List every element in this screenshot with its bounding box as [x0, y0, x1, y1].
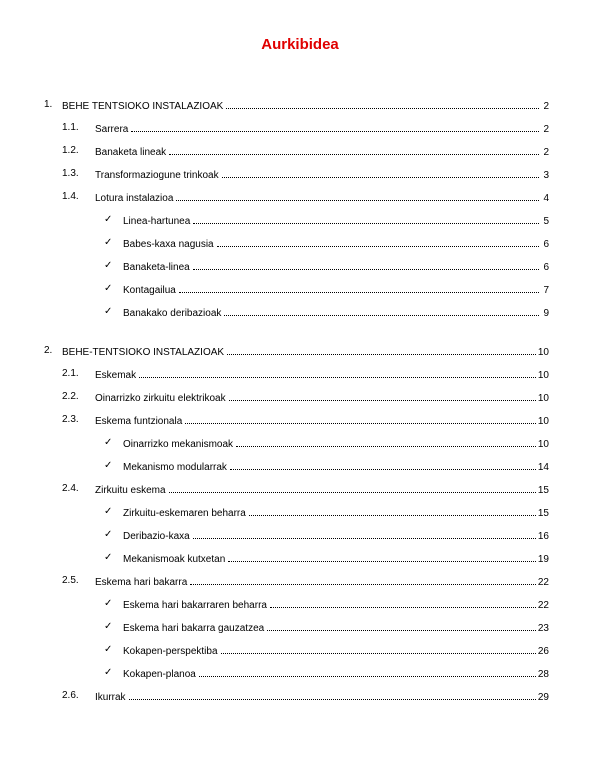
toc-entry-label: Banaketa-linea: [123, 262, 190, 273]
toc-entry-number: 2.: [44, 345, 53, 356]
toc-entry-line: [62, 98, 549, 114]
check-icon: ✓: [104, 552, 113, 563]
toc-entry[interactable]: [0, 436, 600, 450]
toc-entry[interactable]: [0, 689, 600, 703]
toc-entry-label: Ikurrak: [95, 692, 126, 703]
dot-leader: [236, 436, 536, 447]
toc-entry[interactable]: [0, 213, 600, 227]
toc-entry[interactable]: [0, 390, 600, 404]
toc-entry-page-number: 26: [537, 646, 549, 657]
toc-entry-page-number: 2: [543, 124, 549, 135]
dot-leader: [193, 213, 539, 224]
toc-entry-number: 2.6.: [62, 690, 79, 701]
toc-entry[interactable]: [0, 144, 600, 158]
dot-leader: [193, 528, 536, 539]
toc-entry-label: Transformaziogune trinkoak: [95, 170, 219, 181]
toc-entry[interactable]: [0, 259, 600, 273]
toc-entry-page-number: 10: [537, 370, 549, 381]
toc-entry-label: Eskemak: [95, 370, 137, 381]
toc-entry-page-number: 10: [537, 439, 549, 450]
toc-entry-page-number: 14: [537, 462, 549, 473]
toc-entry-page-number: 29: [537, 692, 549, 703]
dot-leader: [230, 459, 536, 470]
toc-entry-label: Linea-hartunea: [123, 216, 191, 227]
toc-entry-page-number: 15: [537, 508, 549, 519]
dot-leader: [169, 144, 539, 155]
check-icon: ✓: [104, 260, 113, 271]
toc-entry-label: Eskema funtzionala: [95, 416, 183, 427]
toc-entry-label: Zirkuitu-eskemaren beharra: [123, 508, 246, 519]
toc-entry-line: [95, 367, 549, 383]
toc-entry-label: Zirkuitu eskema: [95, 485, 166, 496]
toc-entry[interactable]: [0, 167, 600, 181]
toc-entry-line: [95, 482, 549, 498]
dot-leader: [222, 167, 539, 178]
toc-entry-number: 2.2.: [62, 391, 79, 402]
toc-entry-page-number: 3: [543, 170, 549, 181]
toc-entry-number: 1.2.: [62, 145, 79, 156]
toc-entry-label: Lotura instalazioa: [95, 193, 174, 204]
dot-leader: [139, 367, 536, 378]
dot-leader: [226, 98, 539, 109]
toc-entry[interactable]: [0, 413, 600, 427]
toc-entry-line: [123, 259, 549, 275]
check-icon: ✓: [104, 306, 113, 317]
toc-entry-line: [123, 436, 549, 452]
toc-entry-page-number: 22: [537, 577, 549, 588]
toc-entry-label: Kokapen-perspektiba: [123, 646, 218, 657]
toc-entry[interactable]: [0, 236, 600, 250]
toc-entry-line: [123, 305, 549, 321]
toc-entry[interactable]: [0, 121, 600, 135]
toc-entry-page-number: 6: [543, 239, 549, 250]
toc-entry-page-number: 2: [543, 101, 549, 112]
toc-entry-line: [123, 551, 549, 567]
toc-entry-page-number: 5: [543, 216, 549, 227]
dot-leader: [229, 390, 536, 401]
toc-entry-label: Oinarrizko zirkuitu elektrikoak: [95, 393, 226, 404]
toc-entry[interactable]: [0, 574, 600, 588]
dot-leader: [270, 597, 536, 608]
dot-leader: [169, 482, 536, 493]
check-icon: ✓: [104, 506, 113, 517]
toc-entry[interactable]: [0, 282, 600, 296]
check-icon: ✓: [104, 460, 113, 471]
toc-entry-number: 1.3.: [62, 168, 79, 179]
toc-entry-page-number: 10: [537, 416, 549, 427]
toc-entry-label: Mekanismoak kutxetan: [123, 554, 226, 565]
toc-entry[interactable]: [0, 643, 600, 657]
toc-entry-page-number: 6: [543, 262, 549, 273]
toc-entry[interactable]: [0, 528, 600, 542]
dot-leader: [179, 282, 539, 293]
check-icon: ✓: [104, 598, 113, 609]
toc-entry-page-number: 19: [537, 554, 549, 565]
toc-entry-line: [95, 121, 549, 137]
toc-entry-line: [123, 597, 549, 613]
toc-entry-label: Eskema hari bakarraren beharra: [123, 600, 267, 611]
toc-entry[interactable]: [0, 344, 600, 358]
toc-entry-line: [123, 528, 549, 544]
toc-entry[interactable]: [0, 98, 600, 112]
check-icon: ✓: [104, 529, 113, 540]
toc-entry-number: 2.5.: [62, 575, 79, 586]
toc-entry-label: Sarrera: [95, 124, 129, 135]
toc-entry-number: 2.1.: [62, 368, 79, 379]
toc-entry[interactable]: [0, 367, 600, 381]
check-icon: ✓: [104, 214, 113, 225]
toc-entry-line: [123, 643, 549, 659]
toc-title: Aurkibidea: [261, 36, 339, 53]
toc-entry-line: [123, 505, 549, 521]
toc-entry-line: [62, 344, 549, 360]
check-icon: ✓: [104, 644, 113, 655]
toc-entry-page-number: 4: [543, 193, 549, 204]
check-icon: ✓: [104, 437, 113, 448]
toc-entry-number: 2.3.: [62, 414, 79, 425]
toc-entry[interactable]: [0, 597, 600, 611]
toc-entry-label: BEHE-TENTSIOKO INSTALAZIOAK: [62, 347, 225, 358]
toc-entry-line: [123, 666, 549, 682]
toc-entry-label: Oinarrizko mekanismoak: [123, 439, 234, 450]
toc-entry-label: Eskema hari bakarra: [95, 577, 188, 588]
check-icon: ✓: [104, 667, 113, 678]
toc-entry-line: [95, 190, 549, 206]
check-icon: ✓: [104, 237, 113, 248]
toc-entry-line: [95, 413, 549, 429]
toc-entry[interactable]: [0, 666, 600, 680]
toc-entry-page-number: 23: [537, 623, 549, 634]
toc-entry-line: [95, 574, 549, 590]
toc-entry-page-number: 16: [537, 531, 549, 542]
toc-entry-line: [95, 689, 549, 705]
toc-entry[interactable]: [0, 305, 600, 319]
toc-entry-number: 2.4.: [62, 483, 79, 494]
toc-entry-label: Mekanismo modularrak: [123, 462, 227, 473]
toc-entry-label: Eskema hari bakarra gauzatzea: [123, 623, 265, 634]
dot-leader: [228, 551, 536, 562]
dot-leader: [199, 666, 536, 677]
dot-leader: [131, 121, 539, 132]
toc-entry-page-number: 2: [543, 147, 549, 158]
toc-entry-page-number: 10: [537, 393, 549, 404]
toc-entry-label: Kokapen-planoa: [123, 669, 196, 680]
check-icon: ✓: [104, 283, 113, 294]
toc-entry-page-number: 9: [543, 308, 549, 319]
toc-entry-line: [123, 282, 549, 298]
toc-entry-label: BEHE TENTSIOKO INSTALAZIOAK: [62, 101, 224, 112]
toc-entry[interactable]: [0, 459, 600, 473]
toc-entry-line: [123, 213, 549, 229]
toc-entry-label: Babes-kaxa nagusia: [123, 239, 214, 250]
dot-leader: [267, 620, 536, 631]
toc-entry[interactable]: [0, 505, 600, 519]
toc-entry-number: 1.4.: [62, 191, 79, 202]
dot-leader: [249, 505, 536, 516]
dot-leader: [217, 236, 539, 247]
toc-entry[interactable]: [0, 190, 600, 204]
dot-leader: [221, 643, 536, 654]
toc-entry[interactable]: [0, 620, 600, 634]
toc-entry-line: [123, 236, 549, 252]
dot-leader: [224, 305, 539, 316]
dot-leader: [129, 689, 536, 700]
toc-entry-label: Banaketa lineak: [95, 147, 167, 158]
dot-leader: [176, 190, 539, 201]
toc-entry-line: [95, 390, 549, 406]
dot-leader: [185, 413, 536, 424]
check-icon: ✓: [104, 621, 113, 632]
toc-entry-number: 1.: [44, 99, 53, 110]
toc-entry[interactable]: [0, 551, 600, 565]
toc-entry-label: Banakako deribazioak: [123, 308, 222, 319]
toc-entry-number: 1.1.: [62, 122, 79, 133]
toc-entry-line: [95, 167, 549, 183]
toc-entry-line: [123, 459, 549, 475]
dot-leader: [193, 259, 539, 270]
toc-entry-line: [123, 620, 549, 636]
toc-entry-label: Deribazio-kaxa: [123, 531, 190, 542]
toc-entry-page-number: 28: [537, 669, 549, 680]
toc-entry-page-number: 7: [543, 285, 549, 296]
toc-entry-line: [95, 144, 549, 160]
dot-leader: [190, 574, 536, 585]
toc-entry-page-number: 22: [537, 600, 549, 611]
toc-entry-label: Kontagailua: [123, 285, 176, 296]
dot-leader: [227, 344, 536, 355]
toc-entry[interactable]: [0, 482, 600, 496]
toc-entry-page-number: 10: [537, 347, 549, 358]
toc-entry-page-number: 15: [537, 485, 549, 496]
